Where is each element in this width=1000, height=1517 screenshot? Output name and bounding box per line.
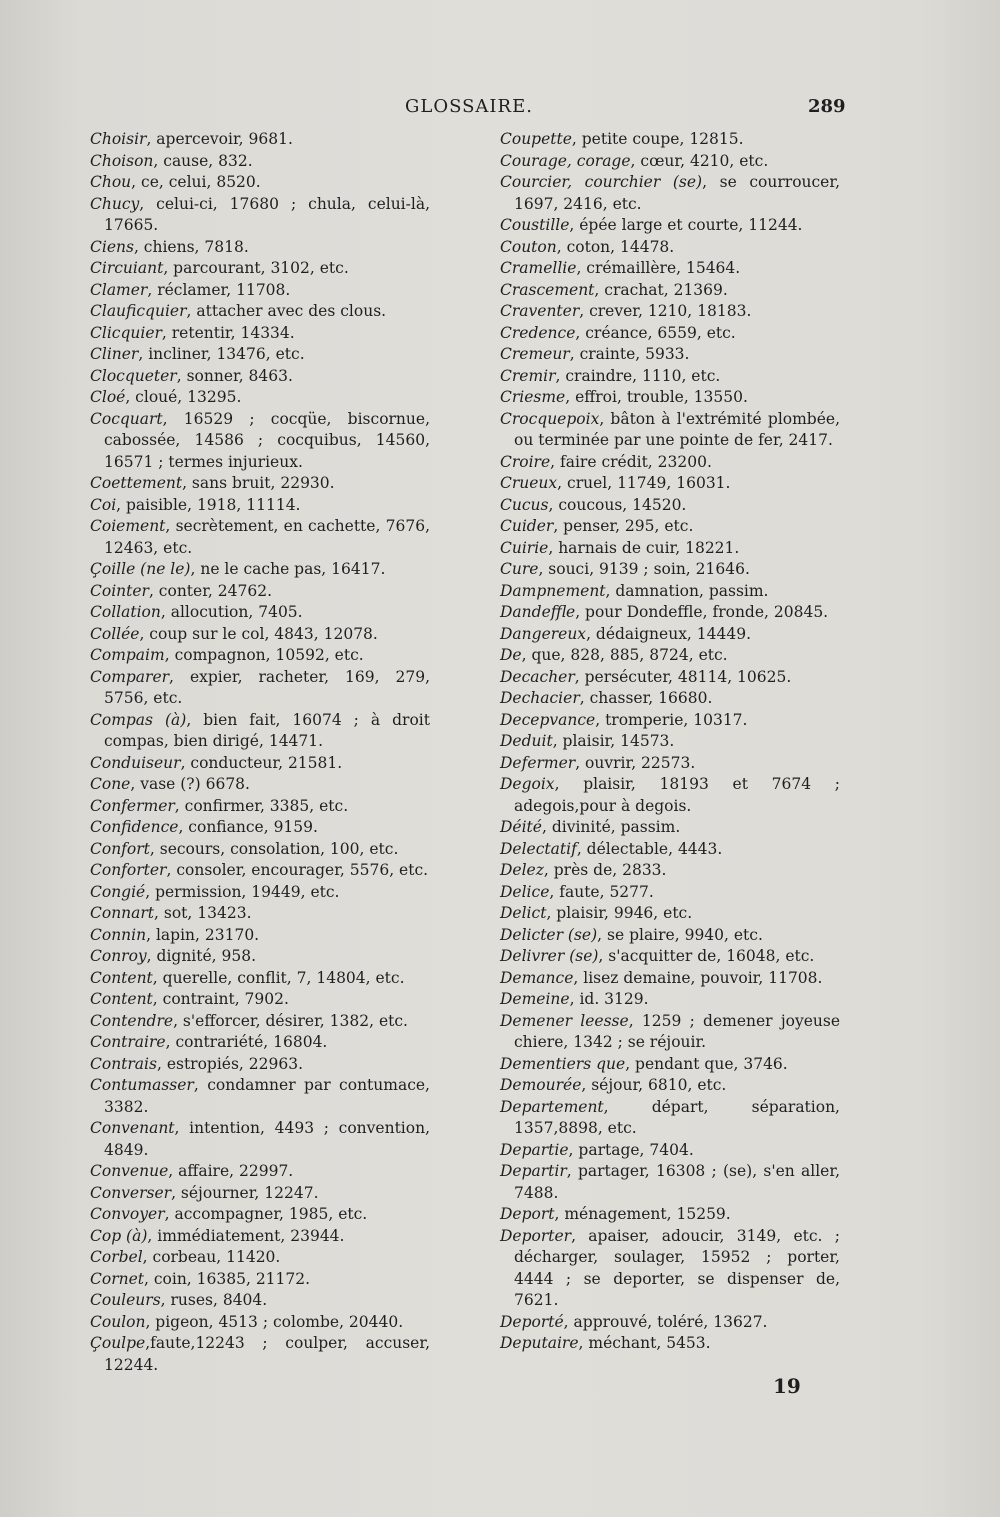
entry-definition: , corbeau, 11420. xyxy=(142,1248,281,1266)
entry-definition: , affaire, 22997. xyxy=(168,1162,294,1180)
entry-definition: , consoler, encourager, 5576, etc. xyxy=(166,861,429,879)
entry-headword: Cone xyxy=(90,775,131,793)
entry-definition: , contrariété, 16804. xyxy=(165,1033,328,1051)
entry-definition: , accompagner, 1985, etc. xyxy=(164,1205,368,1223)
glossary-entry xyxy=(500,1226,840,1312)
entry-definition: , crémaillère, 15464. xyxy=(576,259,741,277)
entry-definition: , divinité, passim. xyxy=(541,818,681,836)
entry-definition: , effroi, trouble, 13550. xyxy=(565,388,748,406)
glossary-entry xyxy=(90,1075,430,1118)
entry-headword: Deduit xyxy=(500,732,553,750)
glossary-entry xyxy=(500,473,840,495)
glossary-entry xyxy=(500,688,840,710)
glossary-entry xyxy=(90,1204,430,1226)
entry-definition: , parcourant, 3102, etc. xyxy=(163,259,349,277)
entry-definition: , attacher avec des clous. xyxy=(186,302,387,320)
entry-definition: , que, 828, 885, 8724, etc. xyxy=(521,646,728,664)
entry-headword: Clamer xyxy=(90,280,148,299)
entry-headword: Çoille (ne le) xyxy=(90,560,191,578)
entry-definition: , compagnon, 10592, etc. xyxy=(164,646,364,664)
entry-definition: , cruel, 11749, 16031. xyxy=(557,474,731,492)
glossary-entry xyxy=(90,860,430,882)
entry-definition: , plaisir, 18193 et 7674 ; adegois,pour à degois. xyxy=(514,775,840,815)
glossary-entry xyxy=(90,516,430,559)
entry-headword: Contrais xyxy=(90,1054,157,1073)
glossary-entry xyxy=(500,667,840,689)
entry-definition: , sot, 13423. xyxy=(154,904,252,922)
entry-definition: , expier, racheter, 169, 279, 5756, etc. xyxy=(104,667,430,707)
entry-headword: Coulon xyxy=(90,1312,146,1331)
entry-headword: Couleurs xyxy=(90,1291,161,1309)
glossary-entry xyxy=(500,817,840,839)
entry-definition: , immédiatement, 23944. xyxy=(147,1226,345,1245)
entry-definition: , ruses, 8404. xyxy=(160,1291,268,1309)
entry-headword: Congié xyxy=(90,882,146,901)
glossary-entry xyxy=(500,323,840,345)
entry-headword: Clocqueter xyxy=(90,366,177,385)
glossary-entry xyxy=(90,559,430,581)
entry-definition: , coin, 16385, 21172. xyxy=(144,1269,311,1288)
entry-definition: , crainte, 5933. xyxy=(569,345,690,363)
entry-headword: Cremir xyxy=(500,366,556,385)
entry-headword: Criesme xyxy=(500,388,566,406)
glossary-entry xyxy=(90,473,430,495)
entry-definition: , tromperie, 10317. xyxy=(595,710,748,729)
entry-headword: Convoyer xyxy=(90,1205,165,1223)
entry-definition: , lisez demaine, pouvoir, 11708. xyxy=(573,968,823,987)
entry-definition: , intention, 4493 ; convention, 4849. xyxy=(104,1119,430,1159)
glossary-entry xyxy=(500,1204,840,1226)
glossary-entry xyxy=(500,344,840,366)
entry-headword: Cliner xyxy=(90,345,139,363)
entry-headword: Crascement xyxy=(500,280,595,299)
entry-headword: Çoulpe xyxy=(90,1334,146,1352)
entry-headword: Decacher xyxy=(500,667,575,686)
glossary-entry xyxy=(500,1011,840,1054)
entry-definition: , querelle, conflit, 7, 14804, etc. xyxy=(152,968,405,987)
entry-definition: , estropiés, 22963. xyxy=(156,1054,304,1073)
entry-headword: Delice xyxy=(500,882,550,901)
entry-definition: , vase (?) 6678. xyxy=(130,775,250,793)
entry-headword: Cloé xyxy=(90,388,126,406)
glossary-entry xyxy=(90,989,430,1011)
entry-headword: Cure xyxy=(500,560,539,578)
entry-definition: , approuvé, toléré, 13627. xyxy=(563,1312,768,1331)
entry-headword: Conforter xyxy=(90,861,167,879)
glossary-entry xyxy=(500,129,840,151)
entry-headword: Delivrer (se) xyxy=(500,947,599,965)
glossary-entry xyxy=(500,882,840,904)
entry-definition: , ouvrir, 22573. xyxy=(575,753,696,772)
entry-headword: Dampnement xyxy=(500,581,606,600)
glossary-entry xyxy=(90,129,430,151)
entry-definition: , celui-ci, 17680 ; chula, celui-là, 17665. xyxy=(104,194,430,234)
entry-definition: , près de, 2833. xyxy=(543,861,667,879)
entry-definition: , chiens, 7818. xyxy=(133,237,249,256)
entry-definition: , conter, 24762. xyxy=(148,581,272,600)
entry-headword: Credence xyxy=(500,323,576,342)
glossary-entry xyxy=(90,495,430,517)
entry-headword: Choisir xyxy=(90,130,147,148)
entry-definition: , s'acquitter de, 16048, etc. xyxy=(598,947,815,965)
glossary-entry xyxy=(500,516,840,538)
glossary-entry xyxy=(500,860,840,882)
glossary-entry xyxy=(90,1054,430,1076)
entry-definition: , confiance, 9159. xyxy=(178,818,318,836)
entry-headword: Circuiant xyxy=(90,259,164,277)
glossary-entry xyxy=(500,925,840,947)
glossary-entry xyxy=(500,710,840,732)
entry-headword: Confort xyxy=(90,839,150,858)
glossary-entry xyxy=(500,731,840,753)
glossary-column-right xyxy=(500,129,840,1355)
entry-definition: , sans bruit, 22930. xyxy=(182,474,335,492)
entry-headword: Decepvance xyxy=(500,710,596,729)
entry-definition: , se plaire, 9940, etc. xyxy=(597,925,763,944)
glossary-entry xyxy=(500,559,840,581)
entry-headword: Dangereux xyxy=(500,624,587,643)
entry-headword: Dechacier xyxy=(500,689,580,707)
entry-headword: Déité xyxy=(500,818,542,836)
glossary-entry xyxy=(90,796,430,818)
entry-headword: Chucy xyxy=(90,194,140,213)
entry-headword: Compas (à) xyxy=(90,710,187,729)
entry-definition: , faire crédit, 23200. xyxy=(550,452,712,471)
entry-headword: Cop (à) xyxy=(90,1226,148,1245)
entry-definition: , s'efforcer, désirer, 1382, etc. xyxy=(173,1011,408,1030)
entry-definition: , condamner par contumace, 3382. xyxy=(104,1076,430,1116)
entry-headword: Connin xyxy=(90,925,147,944)
entry-definition: , lapin, 23170. xyxy=(146,925,260,944)
entry-headword: Departir xyxy=(500,1162,567,1180)
glossary-entry xyxy=(90,925,430,947)
entry-definition: , apaiser, adoucir, 3149, etc. ; décharger, soulager, 15952 ; porter, 4444 ; se deporter, se dispenser de, 7621. xyxy=(514,1226,840,1309)
entry-headword: Coiement xyxy=(90,517,166,535)
glossary-entry xyxy=(90,882,430,904)
entry-definition: , apercevoir, 9681. xyxy=(146,130,293,148)
glossary-entry xyxy=(500,172,840,215)
glossary-entry xyxy=(90,946,430,968)
glossary-entry xyxy=(500,774,840,817)
entry-headword: Craventer xyxy=(500,302,580,320)
glossary-entry xyxy=(90,237,430,259)
entry-definition: , méchant, 5453. xyxy=(578,1334,711,1352)
entry-definition: , secrètement, en cachette, 7676, 12463, etc. xyxy=(104,517,430,557)
glossary-entry xyxy=(90,602,430,624)
glossary-entry xyxy=(500,968,840,990)
glossary-entry xyxy=(500,366,840,388)
entry-definition: , coucous, 14520. xyxy=(548,495,687,514)
entry-definition: , réclamer, 11708. xyxy=(147,280,291,299)
entry-definition: , séjourner, 12247. xyxy=(171,1183,319,1202)
glossary-entry xyxy=(500,1054,840,1076)
glossary-entry xyxy=(500,624,840,646)
glossary-entry xyxy=(90,667,430,710)
entry-definition: , faute, 5277. xyxy=(549,882,654,901)
entry-headword: Conduiseur xyxy=(90,753,181,772)
entry-headword: Cointer xyxy=(90,581,149,600)
glossary-entry xyxy=(90,903,430,925)
entry-headword: Dementiers que xyxy=(500,1054,626,1073)
glossary-entry xyxy=(90,1011,430,1033)
glossary-entry xyxy=(500,151,840,173)
entry-headword: Convenant xyxy=(90,1119,175,1137)
glossary-entry xyxy=(90,774,430,796)
entry-definition: , crever, 1210, 18183. xyxy=(579,302,752,320)
entry-headword: Coettement xyxy=(90,474,183,492)
signature-mark: 19 xyxy=(773,1374,801,1398)
entry-headword: Confidence xyxy=(90,818,179,836)
entry-definition: , paisible, 1918, 11114. xyxy=(116,495,301,514)
entry-headword: Crocquepoix xyxy=(500,409,600,428)
entry-definition: , délectable, 4443. xyxy=(576,839,723,858)
entry-definition: , cause, 832. xyxy=(153,151,253,170)
entry-headword: Delectatif xyxy=(500,839,577,858)
entry-headword: Delez xyxy=(500,861,544,879)
entry-headword: Chou xyxy=(90,173,132,191)
glossary-entry xyxy=(500,645,840,667)
glossary-entry xyxy=(500,495,840,517)
entry-definition: , bien fait, 16074 ; à droit compas, bien dirigé, 14471. xyxy=(104,710,430,750)
glossary-entry xyxy=(500,387,840,409)
glossary-entry xyxy=(500,839,840,861)
glossary-entry xyxy=(90,151,430,173)
entry-definition: , retentir, 14334. xyxy=(161,323,295,342)
entry-headword: Degoix xyxy=(500,775,555,793)
glossary-entry xyxy=(90,1333,430,1376)
glossary-entry xyxy=(90,280,430,302)
glossary-entry xyxy=(500,301,840,323)
entry-headword: Defermer xyxy=(500,753,576,772)
glossary-entry xyxy=(500,538,840,560)
entry-headword: De xyxy=(500,646,522,664)
glossary-entry xyxy=(500,280,840,302)
entry-headword: Courage, corage xyxy=(500,151,631,170)
entry-headword: Convenue xyxy=(90,1162,169,1180)
entry-definition: , persécuter, 48114, 10625. xyxy=(574,667,792,686)
entry-headword: Courcier, courchier (se) xyxy=(500,173,703,191)
glossary-entry xyxy=(90,753,430,775)
glossary-entry xyxy=(90,1226,430,1248)
glossary-entry xyxy=(500,602,840,624)
entry-definition: , coton, 14478. xyxy=(556,237,675,256)
glossary-entry xyxy=(500,581,840,603)
glossary-entry xyxy=(500,409,840,452)
glossary-entry xyxy=(90,1183,430,1205)
entry-headword: Cuider xyxy=(500,517,554,535)
entry-definition: , craindre, 1110, etc. xyxy=(555,366,721,385)
entry-definition: , partage, 7404. xyxy=(568,1140,694,1159)
glossary-entry xyxy=(90,301,430,323)
entry-definition: , pendant que, 3746. xyxy=(625,1054,788,1073)
entry-headword: Coustille xyxy=(500,216,570,234)
entry-headword: Cramellie xyxy=(500,259,577,277)
entry-headword: Connart xyxy=(90,904,155,922)
entry-definition: , partager, 16308 ; (se), s'en aller, 7488. xyxy=(514,1162,840,1202)
glossary-entry xyxy=(500,1161,840,1204)
entry-headword: Conroy xyxy=(90,947,147,965)
entry-definition: , ce, celui, 8520. xyxy=(131,173,261,191)
entry-definition: , dédaigneux, 14449. xyxy=(586,624,752,643)
glossary-entry xyxy=(90,968,430,990)
entry-definition: , conducteur, 21581. xyxy=(180,753,343,772)
glossary-entry xyxy=(90,1269,430,1291)
glossary-entry xyxy=(90,258,430,280)
entry-headword: Demener leesse xyxy=(500,1011,629,1030)
entry-headword: Clicquier xyxy=(90,323,162,342)
entry-definition: , permission, 19449, etc. xyxy=(145,882,340,901)
entry-definition: , départ, séparation, 1357,8898, etc. xyxy=(514,1097,840,1137)
entry-headword: Ciens xyxy=(90,237,134,256)
entry-definition: , se courroucer, 1697, 2416, etc. xyxy=(514,173,840,213)
entry-headword: Cornet xyxy=(90,1269,144,1288)
entry-headword: Delict xyxy=(500,904,547,922)
glossary-entry xyxy=(90,387,430,409)
entry-definition: , penser, 295, etc. xyxy=(553,517,694,535)
entry-definition: , ménagement, 15259. xyxy=(554,1205,731,1223)
entry-definition: , bâton à l'extrémité plombée, ou terminée par une pointe de fer, 2417. xyxy=(514,409,840,449)
glossary-entry xyxy=(90,323,430,345)
entry-definition: , pigeon, 4513 ; colombe, 20440. xyxy=(145,1312,404,1331)
entry-headword: Cuirie xyxy=(500,538,549,557)
glossary-entry xyxy=(90,624,430,646)
entry-definition: ,faute,12243 ; coulper, accuser, 12244. xyxy=(104,1334,430,1374)
glossary-entry xyxy=(90,366,430,388)
entry-definition: , chasser, 16680. xyxy=(579,689,713,707)
entry-headword: Compaim xyxy=(90,646,165,664)
entry-definition: , épée large et courte, 11244. xyxy=(569,216,803,234)
entry-headword: Demeine xyxy=(500,990,570,1008)
running-title: GLOSSAIRE. xyxy=(405,96,533,117)
entry-headword: Contraire xyxy=(90,1033,166,1051)
entry-headword: Cucus xyxy=(500,495,549,514)
entry-headword: Cocquart xyxy=(90,409,163,428)
entry-definition: , sonner, 8463. xyxy=(176,366,293,385)
entry-definition: , pour Dondeffle, fronde, 20845. xyxy=(575,603,829,621)
entry-headword: Contendre xyxy=(90,1011,174,1030)
glossary-entry xyxy=(90,409,430,474)
entry-headword: Departie xyxy=(500,1140,569,1159)
entry-definition: , souci, 9139 ; soin, 21646. xyxy=(538,560,750,578)
entry-definition: , damnation, passim. xyxy=(605,581,769,600)
entry-headword: Deport xyxy=(500,1205,555,1223)
entry-headword: Departement xyxy=(500,1097,604,1116)
entry-definition: , plaisir, 9946, etc. xyxy=(546,904,693,922)
glossary-entry xyxy=(90,1118,430,1161)
glossary-entry xyxy=(500,237,840,259)
entry-definition: , 1259 ; demener joyeuse chiere, 1342 ; se réjouir. xyxy=(514,1011,840,1051)
entry-headword: Croire xyxy=(500,452,551,471)
entry-definition: , secours, consolation, 100, etc. xyxy=(149,839,399,858)
entry-headword: Collée xyxy=(90,624,140,643)
entry-headword: Collation xyxy=(90,603,161,621)
glossary-entry xyxy=(500,753,840,775)
entry-definition: , coup sur le col, 4843, 12078. xyxy=(139,624,378,643)
entry-headword: Deputaire xyxy=(500,1334,579,1352)
glossary-entry xyxy=(90,344,430,366)
entry-headword: Contumasser xyxy=(90,1076,194,1094)
page-number: 289 xyxy=(808,96,846,117)
entry-definition: , dignité, 958. xyxy=(146,947,257,965)
glossary-entry xyxy=(500,1333,840,1355)
glossary-entry xyxy=(500,1075,840,1097)
glossary-column-left xyxy=(90,129,430,1376)
glossary-entry xyxy=(90,1247,430,1269)
glossary-entry xyxy=(90,1312,430,1334)
entry-definition: , cœur, 4210, etc. xyxy=(630,151,769,170)
entry-headword: Comparer xyxy=(90,667,170,686)
entry-definition: , plaisir, 14573. xyxy=(552,732,675,750)
glossary-entry xyxy=(90,1032,430,1054)
entry-headword: Content xyxy=(90,968,153,987)
entry-headword: Dandeffle xyxy=(500,603,576,621)
entry-headword: Coupette xyxy=(500,130,572,148)
glossary-entry xyxy=(90,645,430,667)
entry-headword: Couton xyxy=(500,237,557,256)
glossary-entry xyxy=(500,989,840,1011)
entry-headword: Demance xyxy=(500,968,574,987)
entry-headword: Clauficquier xyxy=(90,302,187,320)
glossary-entry xyxy=(90,194,430,237)
entry-headword: Content xyxy=(90,990,153,1008)
glossary-entry xyxy=(500,1312,840,1334)
glossary-entry xyxy=(500,258,840,280)
entry-definition: , 16529 ; cocqüe, biscornue, cabossée, 14586 ; cocquibus, 14560, 16571 ; termes injurieux. xyxy=(104,409,430,471)
entry-definition: , contraint, 7902. xyxy=(152,990,289,1008)
entry-headword: Choison xyxy=(90,151,154,170)
glossary-entry xyxy=(500,1097,840,1140)
entry-definition: , id. 3129. xyxy=(569,990,649,1008)
entry-definition: , incliner, 13476, etc. xyxy=(138,345,305,363)
entry-definition: , harnais de cuir, 18221. xyxy=(548,538,740,557)
glossary-entry xyxy=(90,817,430,839)
entry-headword: Cremeur xyxy=(500,345,570,363)
entry-definition: , créance, 6559, etc. xyxy=(575,323,736,342)
glossary-entry xyxy=(90,710,430,753)
entry-definition: , crachat, 21369. xyxy=(594,280,728,299)
glossary-entry xyxy=(90,581,430,603)
entry-headword: Coi xyxy=(90,495,117,514)
glossary-entry xyxy=(90,1161,430,1183)
entry-definition: , confirmer, 3385, etc. xyxy=(174,796,349,815)
glossary-entry xyxy=(500,452,840,474)
glossary-entry xyxy=(500,215,840,237)
entry-definition: , ne le cache pas, 16417. xyxy=(190,560,386,578)
glossary-entry xyxy=(90,839,430,861)
entry-headword: Demourée xyxy=(500,1076,582,1094)
entry-definition: , petite coupe, 12815. xyxy=(571,130,744,148)
entry-headword: Corbel xyxy=(90,1248,143,1266)
entry-headword: Deporté xyxy=(500,1312,564,1331)
entry-headword: Delicter (se) xyxy=(500,925,598,944)
entry-headword: Confermer xyxy=(90,796,175,815)
entry-headword: Deporter xyxy=(500,1226,572,1245)
entry-definition: , séjour, 6810, etc. xyxy=(581,1076,727,1094)
glossary-entry xyxy=(90,172,430,194)
entry-definition: , cloué, 13295. xyxy=(125,388,242,406)
glossary-entry xyxy=(90,1290,430,1312)
entry-headword: Converser xyxy=(90,1183,172,1202)
entry-definition: , allocution, 7405. xyxy=(160,603,303,621)
glossary-entry xyxy=(500,946,840,968)
glossary-entry xyxy=(500,903,840,925)
entry-headword: Crueux xyxy=(500,474,558,492)
glossary-entry xyxy=(500,1140,840,1162)
